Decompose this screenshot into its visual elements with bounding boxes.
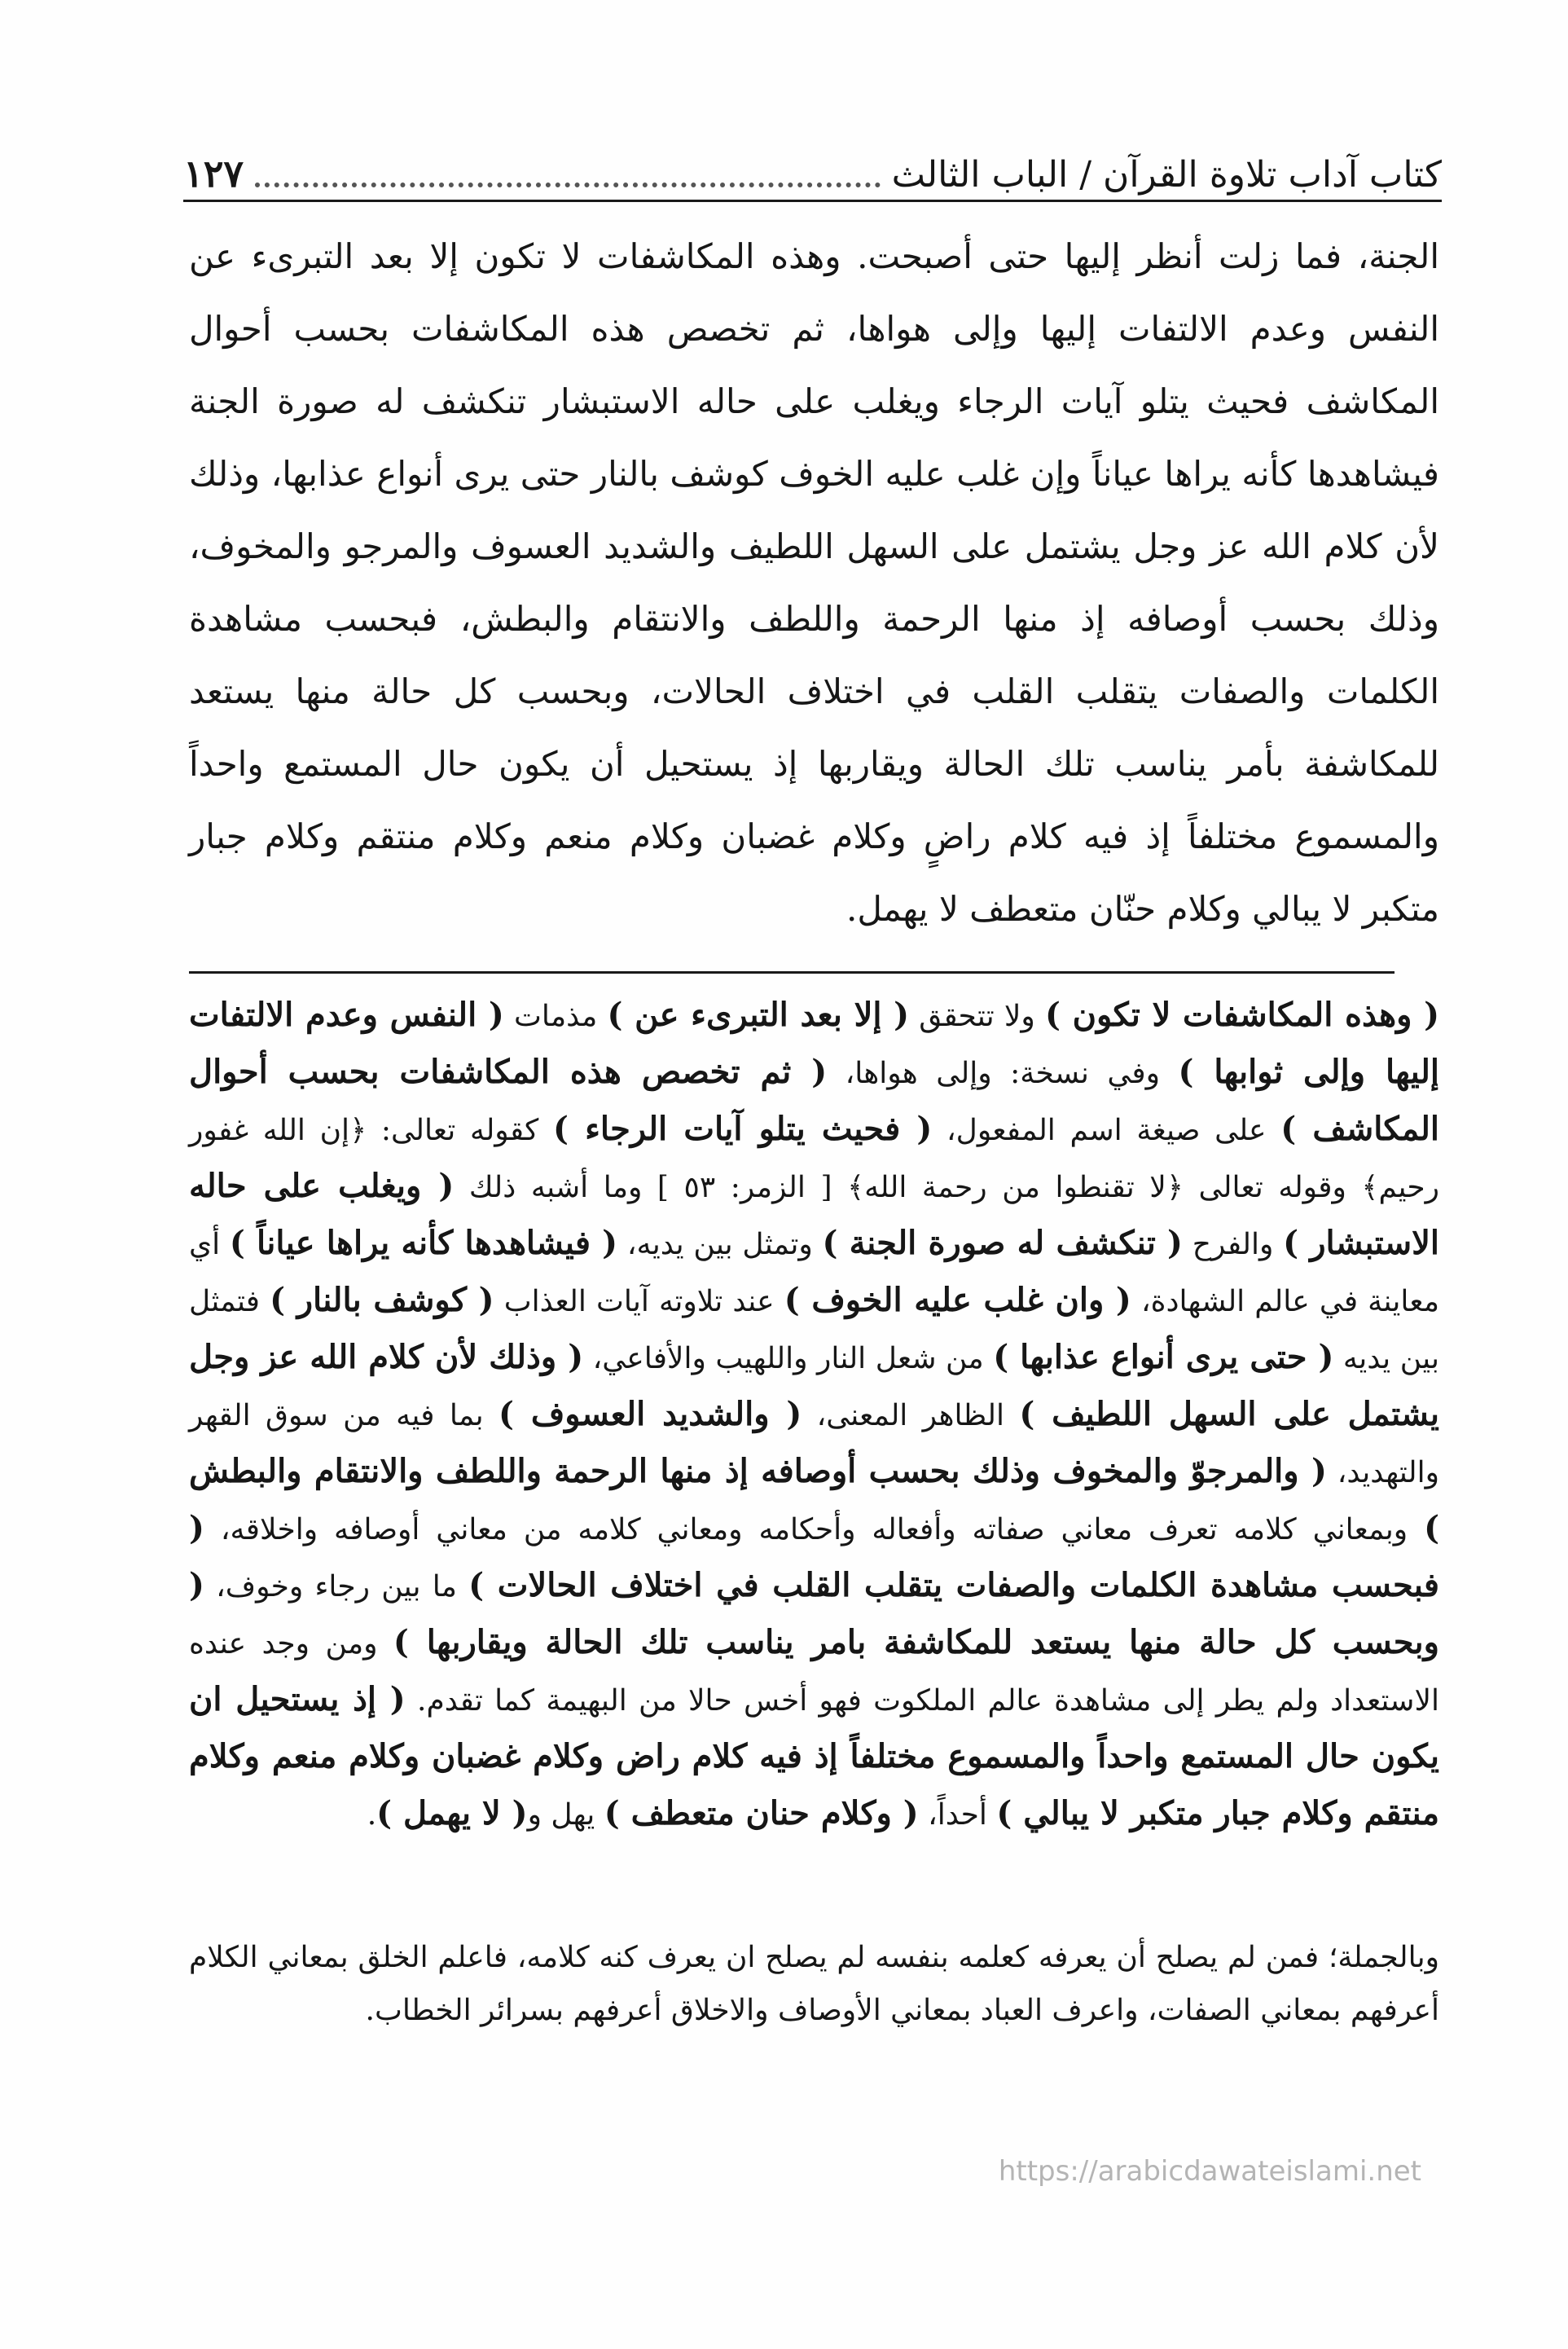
commentary-gloss: فتمثل بين يديه xyxy=(189,1285,1439,1375)
commentary-gloss: . xyxy=(367,1798,377,1832)
commentary-gloss: كقوله تعالى: ﴿إن الله غفور رحيم﴾ وقوله تعالى ﴿لا تقنطوا من رحمة الله﴾ [ الزمر: ٥٣ ] وما أشبه ذلك xyxy=(189,1114,1439,1204)
closing-paragraph: وبالجملة؛ فمن لم يصلح أن يعرفه كعلمه بنفسه لم يصلح ان يعرف كنه كلامه، فاعلم الخلق بمعاني الكلام أعرفهم بمعاني الصفات، واعرف العباد بمعاني الأوصاف والاخلاق أعرفهم بسرائر الخطاب. xyxy=(189,1941,1439,2027)
commentary-gloss: ما بين رجاء وخوف، xyxy=(204,1570,469,1603)
commentary-gloss: من شعل النار واللهيب والأفاعي، xyxy=(583,1342,994,1375)
commentary-gloss: بما فيه من سوق القهر والتهديد، xyxy=(189,1399,1440,1489)
commentary-quote: ( وكلام حنان متعطف ) xyxy=(604,1794,919,1832)
commentary-gloss: الظاهر المعنى، xyxy=(802,1399,1020,1432)
commentary-quote: ( لا يهمل ) xyxy=(376,1794,528,1832)
commentary-gloss: ومن وجد عنده الاستعداد ولم يطر إلى مشاهدة عالم الملكوت فهو أخس حالا من البهيمة كما تقدم. xyxy=(189,1627,1439,1718)
commentary-gloss: يهل و xyxy=(527,1798,604,1832)
commentary-quote: ( والشديد العسوف ) xyxy=(499,1395,802,1433)
commentary-gloss: مذمات xyxy=(503,1000,608,1033)
header-title: كتاب آداب تلاوة القرآن / الباب الثالث xyxy=(891,154,1442,196)
commentary-quote: ( النفس وعدم الالتفات إليها وإلى ثوابها ) xyxy=(189,996,1439,1091)
commentary-quote: ( والمرجوّ والمخوف وذلك بحسب أوصافه إذ منها الرحمة واللطف والانتقام والبطش ) xyxy=(189,1452,1439,1547)
commentary-quote: ( وبحسب كل حالة منها يستعد للمكاشفة بامر يناسب تلك الحالة ويقاربها ) xyxy=(189,1566,1439,1661)
commentary-gloss: أي معاينة في عالم الشهادة، xyxy=(189,1228,1439,1318)
header-dot-leader xyxy=(255,178,880,187)
commentary-quote: ( كوشف بالنار ) xyxy=(270,1281,494,1319)
commentary-quote: ( فبحسب مشاهدة الكلمات والصفات يتقلب القلب في اختلاف الحالات ) xyxy=(189,1509,1439,1604)
commentary-quote: ( فحيث يتلو آيات الرجاء ) xyxy=(552,1110,933,1148)
page-number: ١٢٧ xyxy=(183,152,244,196)
commentary-text xyxy=(189,988,1439,1843)
commentary-quote: ( حتى يرى أنواع عذابها ) xyxy=(993,1338,1334,1376)
commentary-quote: ( تنكشف له صورة الجنة ) xyxy=(822,1224,1183,1262)
commentary-gloss: والفرح xyxy=(1182,1228,1284,1261)
commentary-separator xyxy=(189,971,1395,974)
commentary-gloss: وتمثل بين يديه، xyxy=(617,1228,823,1261)
main-text: الجنة، فما زلت أنظر إليها حتى أصبحت. وهذه المكاشفات لا تكون إلا بعد التبرىء عن النفس وعدم الالتفات إليها وإلى هواها، ثم تخصص هذه المكاشفات بحسب أحوال المكاشف فحيث يتلو آيات الرجاء ويغلب على حاله الاستبشار تنكشف له صورة الجنة فيشاهدها كأنه يراها عياناً وإن غلب عليه الخوف كوشف بالنار حتى يرى أنواع عذابها، وذلك لأن كلام الله عز وجل يشتمل على السهل اللطيف والشديد العسوف والمرجو والمخوف، وذلك بحسب أوصافه إذ منها الرحمة واللطف والانتقام والبطش، فبحسب مشاهدة الكلمات والصفات يتقلب القلب في اختلاف الحالات، وبحسب كل حالة منها يستعد للمكاشفة بأمر يناسب تلك الحالة ويقاربها إذ يستحيل أن يكون حال المستمع واحداً والمسموع مختلفاً إذ فيه كلام راضٍ وكلام غضبان وكلام منعم وكلام منتقم وكلام جبار متكبر لا يبالي وكلام حنّان متعطف لا يهمل. xyxy=(189,236,1439,929)
running-header xyxy=(183,122,1442,196)
commentary-quote: ( وهذه المكاشفات لا تكون ) xyxy=(1045,996,1440,1034)
commentary-quote: ( إلا بعد التبرىء عن ) xyxy=(607,996,910,1034)
header-rule xyxy=(183,200,1442,202)
commentary-gloss: ولا تتحقق xyxy=(909,1000,1045,1033)
commentary-quote: ( فيشاهدها كأنه يراها عياناً ) xyxy=(229,1224,618,1262)
commentary-gloss: أحداً، xyxy=(918,1798,997,1832)
commentary-gloss: عند تلاوته آيات العذاب xyxy=(494,1285,784,1318)
commentary-quote: ( ويغلب على حاله الاستبشار ) xyxy=(189,1167,1440,1262)
commentary-quote: ( وذلك لأن كلام الله عز وجل يشتمل على السهل اللطيف ) xyxy=(189,1338,1439,1433)
watermark-url: https://arabicdawateislami.net xyxy=(998,2155,1421,2188)
commentary-quote: ( ثم تخصص هذه المكاشفات بحسب أحوال المكاشف ) xyxy=(189,1053,1439,1148)
commentary-gloss: وبمعاني كلامه تعرف معاني صفاته وأفعاله وأحكامه ومعاني كلامه من معاني أوصافه واخلاقه، xyxy=(204,1513,1425,1546)
commentary-gloss: وفي نسخة: وإلى هواها، xyxy=(827,1057,1179,1090)
commentary-quote: ( إذ يستحيل ان يكون حال المستمع واحداً والمسموع مختلفاً إذ فيه كلام راض وكلام غضبان وكلام منعم وكلام منتقم وكلام جبار متكبر لا يبالي ) xyxy=(189,1680,1439,1832)
commentary-gloss: على صيغة اسم المفعول، xyxy=(932,1114,1281,1147)
commentary-quote: ( وان غلب عليه الخوف ) xyxy=(784,1281,1131,1319)
